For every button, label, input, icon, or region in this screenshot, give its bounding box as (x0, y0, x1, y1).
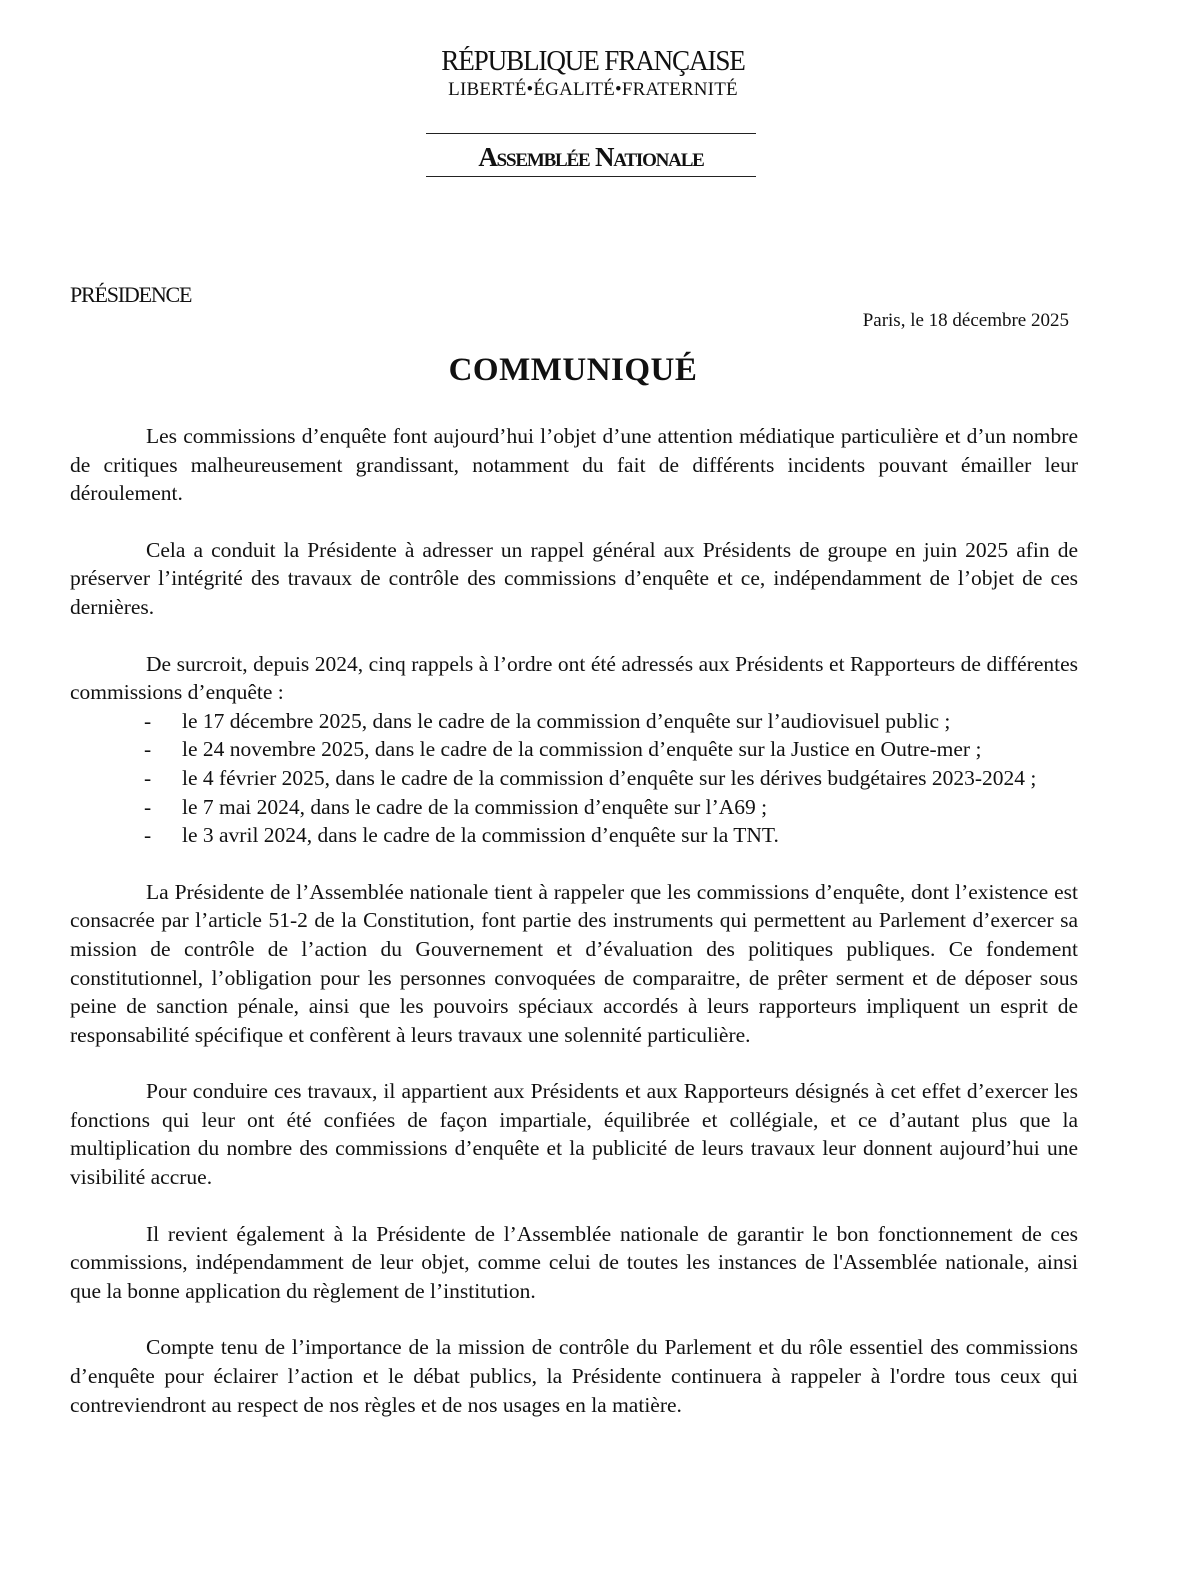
paragraph-5: Pour conduire ces travaux, il appartient aux Présidents et aux Rapporteurs désignés à cet effet d’exercer les fonctions qui leur ont été confiées de façon impartiale, équilibrée et collégiale, et ce d’autant plus que la multiplication du nombre des commissions d’enquête et la publicité de leurs travaux leur donnent aujourd’hui une visibilité accrue. (70, 1079, 1078, 1190)
list-item (70, 707, 1078, 736)
list-item (70, 821, 1078, 850)
paragraph-6: Il revient également à la Présidente de l’Assemblée nationale de garantir le bon fonctionnement de ces commissions, indépendamment de leur objet, comme celui de toutes les instances de l'Assemblée nationale, ainsi que la bonne application du règlement de l’institution. (70, 1221, 1078, 1303)
paragraph-2: Cela a conduit la Présidente à adresser un rappel général aux Présidents de groupe en juin 2025 afin de préserver l’intégrité des travaux de contrôle des commissions d’enquête et ce, indépendamment de l’objet de ces dernières. (70, 537, 1078, 619)
list-dash: - (144, 765, 152, 790)
list-item (70, 735, 1078, 764)
national-motto: LIBERTÉ•ÉGALITÉ•FRATERNITÉ (448, 79, 738, 100)
list-dash: - (144, 823, 152, 848)
list-item (70, 793, 1078, 822)
assemblee-nationale-title: Assemblée Nationale (478, 142, 704, 172)
paragraph-4: La Présidente de l’Assemblée nationale tient à rappeler que les commissions d’enquête, dont l’existence est consacrée par l’article 51-2 de la Constitution, font partie des instruments qui permettent au Parlement d’exercer sa mission de contrôle de l’action du Gouvernement et d’évaluation des politiques publiques. Ce fondement constitutionnel, l’obligation pour les personnes convoquées de comparaitre, de prêter serment et de déposer sous peine de sanction pénale, ainsi que les pouvoirs spéciaux accordés à leurs rapporteurs impliquent un esprit de responsabilité spécifique et confèrent à leurs travaux une solennité particulière. (70, 879, 1078, 1047)
rappels-list (70, 707, 1078, 850)
document-date: Paris, le 18 décembre 2025 (862, 310, 1069, 331)
list-item-text: le 7 mai 2024, dans le cadre de la commission d’enquête sur l’A69 ; (182, 794, 768, 819)
list-item-text: le 4 février 2025, dans le cadre de la commission d’enquête sur les dérives budgétaires 2023-2024 ; (182, 765, 1037, 790)
service-label: PRÉSIDENCE (70, 282, 192, 307)
assemblee-nationale-banner (426, 133, 756, 177)
letterhead (0, 46, 1186, 102)
list-item-text: le 3 avril 2024, dans le cadre de la commission d’enquête sur la TNT. (182, 823, 779, 848)
list-dash: - (144, 794, 152, 819)
republique-francaise-title: RÉPUBLIQUE FRANÇAISE (441, 46, 745, 77)
paragraph-1: Les commissions d’enquête font aujourd’hui l’objet d’une attention médiatique particulière et d’un nombre de critiques malheureusement grandissant, notamment du fait de différents incidents pouvant émailler leur déroulement. (70, 424, 1078, 506)
list-dash: - (144, 737, 152, 762)
list-item-text: le 24 novembre 2025, dans le cadre de la commission d’enquête sur la Justice en Outre-mer ; (182, 737, 982, 762)
paragraph-3: De surcroit, depuis 2024, cinq rappels à l’ordre ont été adressés aux Présidents et Rapporteurs de différentes commissions d’enquête : (70, 651, 1078, 705)
list-dash: - (144, 708, 152, 733)
document-title: COMMUNIQUÉ (448, 352, 698, 388)
document-body (70, 422, 1078, 1447)
list-item-text: le 17 décembre 2025, dans le cadre de la commission d’enquête sur l’audiovisuel public ; (182, 708, 951, 733)
list-item (70, 764, 1078, 793)
paragraph-7: Compte tenu de l’importance de la mission de contrôle du Parlement et du rôle essentiel des commissions d’enquête pour éclairer l’action et le débat publics, la Présidente continuera à rappeler à l'ordre tous ceux qui contreviendront au respect de nos règles et de nos usages en la matière. (70, 1335, 1078, 1417)
